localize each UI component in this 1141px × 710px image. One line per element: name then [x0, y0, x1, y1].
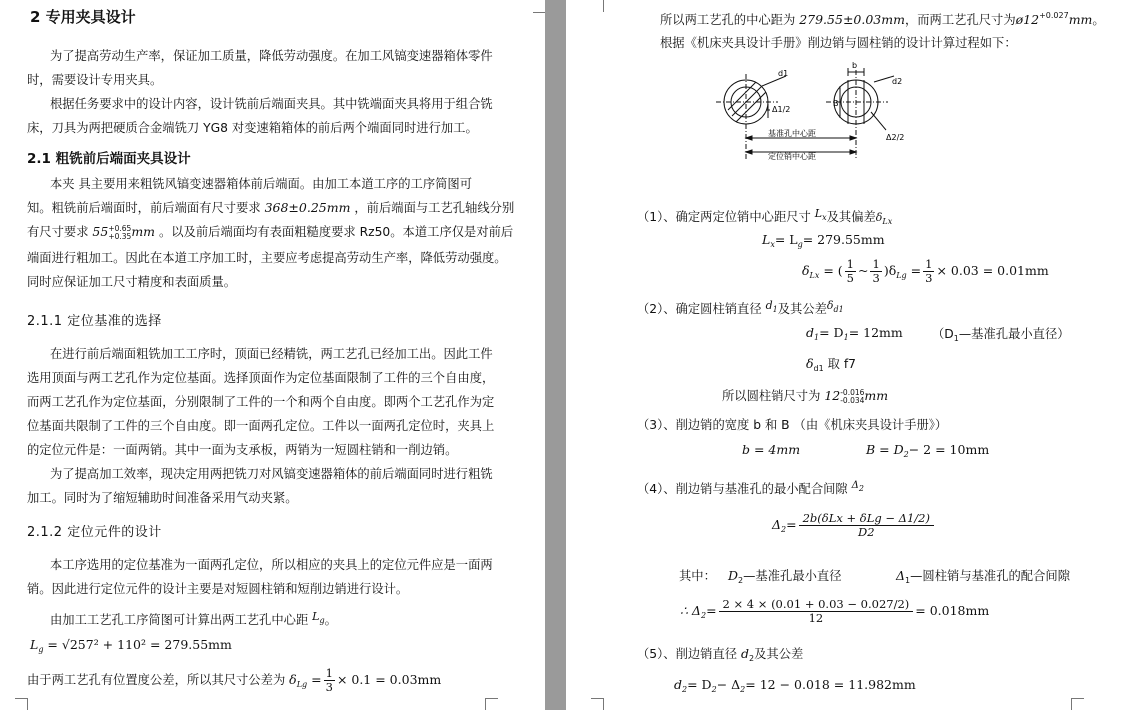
frac-den: 3 — [925, 271, 933, 285]
frac-num: 2b(δLx + δLg − Δ1/2) — [799, 512, 934, 526]
subsection-heading: 2.1.2 定位元件的设计 — [27, 525, 162, 540]
paragraph-line: 位基面共限制了工件的三个自由度。即一面两孔定位。工件以一面两孔定位时，夹具上 — [27, 419, 495, 433]
text-run: ，前后端面与工艺孔轴线分别 — [354, 201, 515, 215]
fraction — [799, 512, 934, 539]
eq-sub: 1 — [905, 576, 911, 585]
subsection-heading: 2.1.1 定位基准的选择 — [27, 314, 162, 329]
paragraph-line: 销。因此进行定位元件的设计主要是对短圆柱销和短削边销进行设计。 — [27, 582, 409, 596]
eq-rhs: = 0.018mm — [915, 603, 990, 618]
lower-tol: +0.35 — [108, 231, 132, 241]
frac-den: 3 — [872, 271, 880, 285]
eq-sub: Lg — [896, 271, 907, 280]
eq-symbol: d — [806, 325, 815, 340]
frac-den: 3 — [325, 680, 333, 694]
note-where: 其中： — [679, 569, 716, 583]
eq-op: = — [910, 263, 922, 278]
symbol-sub: g — [319, 616, 325, 625]
frac-num: 2 × 4 × (0.01 + 0.03 − 0.027/2) — [719, 598, 914, 612]
symbol — [876, 211, 892, 224]
eq-sub: 1 — [843, 333, 849, 342]
paragraph-line — [27, 224, 513, 241]
symbol-sub: 2 — [858, 484, 864, 493]
frac-den: D2 — [858, 525, 875, 539]
equation-3-note — [932, 326, 1070, 347]
step-5-label — [637, 646, 803, 667]
equation-6 — [772, 512, 936, 539]
text-run: —圆柱销与基准孔的配合间隙 — [910, 569, 1070, 583]
text-run: 所以圆柱销尺寸为 — [722, 389, 821, 403]
eq-op: = — [706, 603, 717, 618]
pin-diagram — [706, 60, 956, 170]
diagram-label-d2: d2 — [892, 77, 903, 86]
dimension-value: 55 — [92, 224, 109, 239]
paragraph-line: 为了提高劳动生产率，保证加工质量，降低劳动强度。在加工风镐变速器箱体零件 — [50, 49, 493, 63]
equation-7 — [680, 598, 989, 625]
eq-op: ~ — [858, 263, 869, 278]
text-run: 所以两工艺孔的中心距为 — [660, 13, 796, 27]
symbol-main: δ — [875, 211, 883, 224]
eq-sub: 2 — [711, 685, 717, 694]
eq-op: )δ — [883, 263, 897, 278]
equation-lg — [30, 637, 232, 654]
frac-num: 1 — [925, 257, 933, 271]
paragraph-line: 根据《机床夹具设计手册》削边销与圆柱销的设计计算过程如下： — [660, 36, 1017, 50]
diagram-label-B: B — [833, 99, 839, 108]
text-run: 。 — [324, 613, 337, 627]
eq-sub: 2 — [700, 611, 707, 620]
eq-rhs: × 0.03 = 0.01mm — [936, 263, 1049, 278]
frac-num: 1 — [872, 257, 880, 271]
paragraph-line: 本工序选用的定位基准为一面两孔定位，所以相应的夹具上的定位元件应是一面两 — [50, 558, 493, 572]
eq-sub: 2 — [740, 685, 746, 694]
right-page — [566, 0, 1141, 710]
equation-4 — [806, 356, 856, 377]
eq-sub: 2 — [682, 685, 688, 694]
diagram-label-delta2: Δ2/2 — [886, 133, 905, 142]
text-run: 。以及前后端面均有表面粗糙度要求 Rz50。本道工序仅是对前后 — [158, 225, 514, 239]
symbol — [312, 610, 324, 623]
step-3-label: （3）、削边销的宽度 b 和 B （由《机床夹具设计手册》） — [637, 418, 948, 432]
symbol-sub: Lx — [882, 217, 893, 226]
eq-sub: d1 — [813, 364, 824, 373]
frac-den: 12 — [808, 611, 824, 625]
symbol — [766, 299, 778, 312]
text-run: ，而两工艺孔尺寸为 — [904, 13, 1016, 27]
symbol — [852, 480, 864, 491]
symbol-main: δ — [826, 299, 834, 312]
symbol-sub: d1 — [833, 305, 844, 314]
symbol-main: Δ — [851, 480, 859, 491]
tolerance-stack — [840, 389, 864, 405]
symbol-main: L — [814, 207, 823, 220]
eq-rhs: × 0.1 = 0.03mm — [336, 672, 442, 687]
eq-sub: g — [797, 240, 803, 249]
fraction — [845, 258, 856, 285]
equation-8 — [674, 677, 916, 694]
step-2-label — [637, 298, 844, 318]
equation-5-b: b = 4mm — [742, 442, 801, 457]
unit: mm — [864, 388, 889, 403]
eq-symbol: δ — [806, 356, 814, 371]
eq-op: = — [311, 672, 322, 687]
inline-eq — [289, 666, 442, 694]
symbol-main: d — [765, 299, 773, 312]
symbol-sub: 1 — [772, 305, 778, 314]
symbol-sub: x — [822, 213, 827, 222]
text-run: 。 — [1092, 13, 1105, 27]
paragraph-line — [660, 8, 1105, 28]
text-run: 有尺寸要求 — [27, 225, 89, 239]
eq-symbol: d — [674, 677, 683, 692]
unit: mm — [1068, 12, 1093, 27]
eq-symbol: L — [30, 637, 39, 652]
paragraph-line — [50, 609, 337, 629]
text-run: （2）、确定圆柱销直径 — [637, 302, 762, 316]
paragraph-line: 本夹 具主要用来粗铣风镐变速器箱体前后端面。由加工本道工序的工序简图可 — [50, 177, 473, 191]
corner-mark — [15, 698, 28, 710]
paragraph-line: 为了提高加工效率，现决定用两把铣刀对风镐变速器箱体的前后端面同时进行粗铣 — [50, 467, 493, 481]
diagram-label-hole-distance: 基准孔中心距 — [768, 129, 816, 138]
frac-num: 1 — [325, 666, 333, 680]
fraction — [870, 258, 881, 285]
diagram-label-delta1: Δ1/2 — [772, 105, 791, 114]
pin-size-line — [722, 388, 888, 405]
text-sub: 1 — [953, 334, 959, 343]
paragraph-line: 选用顶面与两工艺孔作为定位基面。选择顶面作为定位基面限制了工件的三个自由度， — [27, 371, 495, 385]
note-delta1 — [896, 568, 1070, 589]
eq-sub: 2 — [738, 576, 744, 585]
equation-2 — [802, 258, 1049, 285]
eq-symbol: δ — [289, 672, 297, 687]
text-run: —基准孔最小直径 — [743, 569, 842, 583]
diagram-label-d1: d1 — [778, 69, 789, 78]
step-4-label — [637, 478, 864, 497]
eq-op: = D — [819, 325, 844, 340]
corner-mark — [533, 0, 545, 13]
eq-rhs: = 279.55mm — [802, 232, 885, 247]
symbol-main: L — [312, 610, 320, 623]
dimension-value: 279.55±0.03mm — [799, 12, 905, 27]
paragraph-line: 根据任务要求中的设计内容，设计铣前后端面夹具。其中铣端面夹具将用于组合铣 — [50, 97, 493, 111]
paragraph-line: 端面进行粗加工。因此在本道工序加工时，主要应考虑提高劳动生产率，降低劳动强度。 — [27, 251, 507, 265]
upper-tol: +0.027 — [1039, 11, 1069, 20]
dimension-value: 12 — [824, 388, 841, 403]
symbol-main: d — [740, 646, 749, 661]
fraction — [923, 258, 934, 285]
paragraph-line: 床，刀具为两把硬质合金端铣刀 YG8 对变速箱箱体的前后两个端面同时进行加工。 — [27, 121, 478, 135]
unit: mm — [131, 224, 156, 239]
upper-tol: -0.016 — [840, 387, 865, 397]
fraction — [719, 598, 914, 625]
text-run: 由加工工艺孔工序简图可计算出两工艺孔中心距 — [50, 613, 309, 627]
paragraph-line: 同时应保证加工尺寸精度和表面质量。 — [27, 275, 237, 289]
corner-mark — [1071, 698, 1084, 710]
eq-sub: Lg — [296, 680, 308, 689]
paragraph-line: 加工。同时为了缩短辅助时间准备采用气动夹紧。 — [27, 491, 298, 505]
eq-op: = ( — [823, 263, 843, 278]
corner-mark — [591, 698, 604, 710]
text-run: 及其公差 — [754, 647, 804, 661]
text-run: （D — [932, 327, 954, 341]
eq-sub: 2 — [781, 525, 787, 534]
eq-rhs: − 2 = 10mm — [908, 442, 990, 457]
text-run: 取 f7 — [827, 357, 856, 371]
eq-op: = L — [774, 232, 798, 247]
paragraph-line: 在进行前后端面粗铣加工工序时，顶面已经精铣，两工艺孔已经加工出。因此工件 — [50, 347, 493, 361]
symbol — [827, 299, 844, 312]
eq-rhs: = 12mm — [848, 325, 903, 340]
lower-tol: -0.034 — [840, 395, 865, 405]
note-d2 — [728, 568, 842, 589]
eq-symbol: Δ — [772, 517, 782, 532]
chapter-heading: 2 专用夹具设计 — [30, 8, 136, 26]
section-heading: 2.1 粗铣前后端面夹具设计 — [27, 151, 191, 167]
corner-mark — [485, 698, 498, 710]
eq-symbol: D — [728, 568, 739, 583]
diagram-label-b: b — [852, 61, 858, 70]
text-run: （5）、削边销直径 — [637, 647, 738, 661]
eq-lhs: B = D — [866, 442, 904, 457]
eq-sub: g — [38, 645, 44, 654]
dimension-value: ø12 — [1015, 12, 1040, 27]
eq-symbol: Δ — [896, 568, 906, 583]
dimension-value: 368±0.25mm — [264, 200, 351, 215]
text-run: —基准孔最小直径） — [958, 327, 1070, 341]
equation-5-B — [866, 442, 989, 459]
upper-tol: +0.65 — [108, 223, 132, 233]
eq-sub: 1 — [814, 333, 820, 342]
eq-symbol: ∴ Δ — [680, 603, 701, 618]
paragraph-line — [27, 667, 441, 694]
symbol-sub: 2 — [749, 654, 755, 663]
symbol — [815, 207, 827, 220]
frac-num: 1 — [846, 257, 854, 271]
eq-op: = D — [687, 677, 712, 692]
paragraph-line — [27, 200, 514, 216]
eq-symbol: L — [762, 232, 771, 247]
text-run: 及其偏差 — [826, 210, 876, 224]
equation-1 — [762, 232, 885, 249]
fraction — [324, 667, 335, 694]
eq-rhs: = √257² + 110² = 279.55mm — [47, 637, 232, 652]
left-page — [0, 0, 545, 710]
corner-mark — [591, 0, 604, 12]
diagram-label-pin-distance: 定位销中心距 — [768, 152, 816, 161]
paragraph-line: 时，需要设计专用夹具。 — [27, 73, 163, 87]
eq-sub: Lx — [809, 271, 820, 280]
eq-sub: 2 — [903, 450, 909, 459]
tolerance-stack — [108, 225, 131, 241]
text-run: （4）、削边销与基准孔的最小配合间隙 — [637, 482, 848, 496]
text-run: 知。粗铣前后端面时，前后端面有尺寸要求 — [27, 201, 261, 215]
equation-3 — [806, 325, 903, 342]
step-1-label — [637, 206, 892, 230]
eq-rhs: = 12 − 0.018 = 11.982mm — [745, 677, 916, 692]
text-run: 及其公差 — [777, 302, 827, 316]
eq-sub: x — [770, 240, 775, 249]
paragraph-line: 的定位元件是：一面两销。其中一面为支承板，两销为一短圆柱销和一削边销。 — [27, 443, 458, 457]
paragraph-line: 而两工艺孔作为定位基面，分别限制了工件的一个和两个自由度。即两个工艺孔作为定 — [27, 395, 495, 409]
text-run: 由于两工艺孔有位置度公差，所以其尺寸公差为 — [27, 673, 286, 687]
eq-symbol: δ — [802, 263, 810, 278]
frac-den: 5 — [846, 271, 854, 285]
eq-op: = — [786, 517, 797, 532]
eq-op: − Δ — [716, 677, 741, 692]
text-run: （1）、确定两定位销中心距尺寸 — [637, 210, 811, 224]
